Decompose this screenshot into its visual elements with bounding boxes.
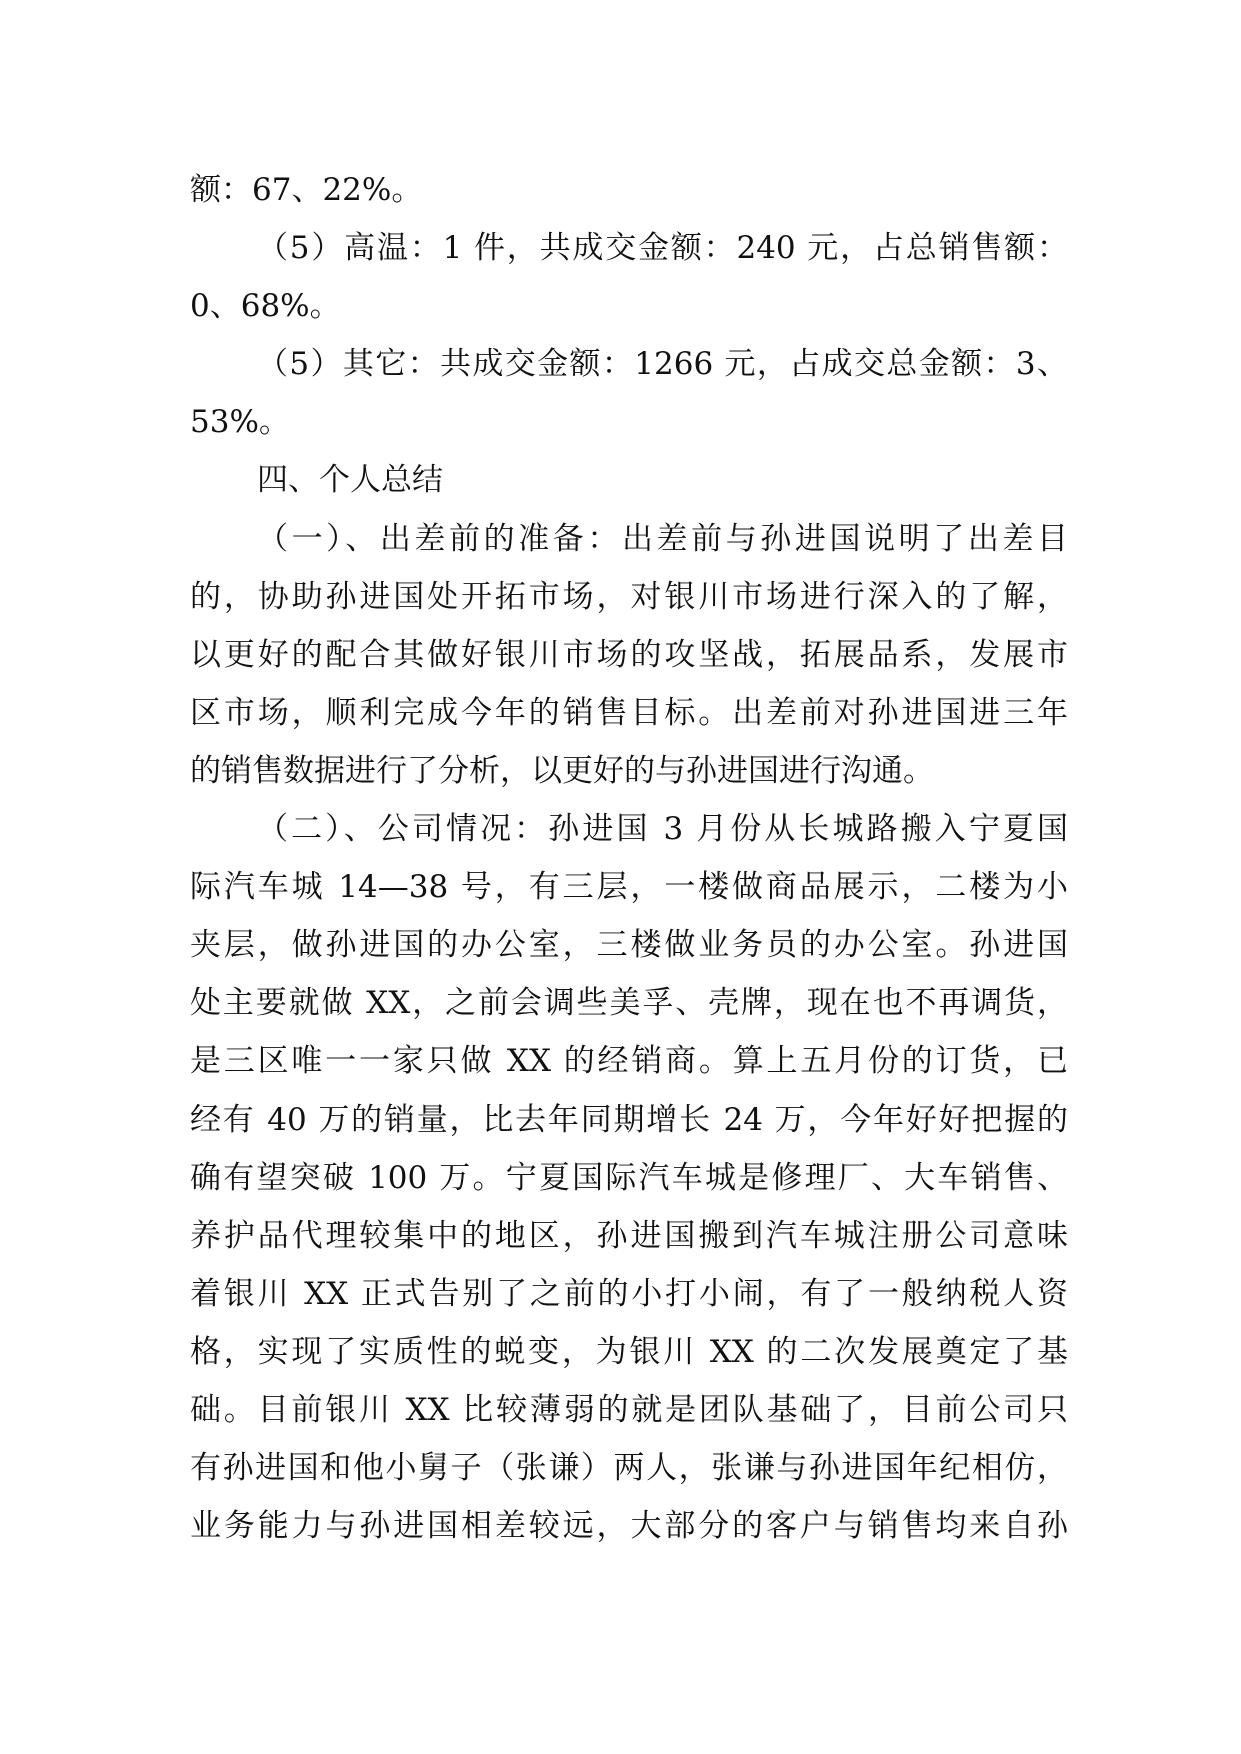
text-line: （5）其它：共成交金额：1266 元，占成交总金额：3、	[257, 346, 1068, 383]
section-heading: 四、个人总结	[257, 462, 443, 499]
document-page	[190, 161, 1068, 1555]
text-line: 业务能力与孙进国相差较远，大部分的客户与销售均来自孙	[190, 1508, 1068, 1545]
text-line: （一）、出差前的准备：出差前与孙进国说明了出差目	[257, 520, 1068, 557]
text-line: 处主要就做 XX，之前会调些美孚、壳牌，现在也不再调货，	[190, 985, 1068, 1022]
text-line: 格，实现了实质性的蜕变，为银川 XX 的二次发展奠定了基	[190, 1333, 1068, 1370]
text-line: 0、68%。	[190, 288, 341, 325]
text-line: 的，协助孙进国处开拓市场，对银川市场进行深入的了解，	[190, 578, 1068, 615]
text-line: 53%。	[190, 404, 290, 441]
text-line: 以更好的配合其做好银川市场的攻坚战，拓展品系，发展市	[190, 636, 1068, 673]
text-line: （5）高温：1 件，共成交金额：240 元，占总销售额：	[257, 230, 1068, 267]
text-line: 际汽车城 14—38 号，有三层，一楼做商品展示，二楼为小	[190, 869, 1068, 906]
text-line: 确有望突破 100 万。宁夏国际汽车城是修理厂、大车销售、	[190, 1159, 1068, 1196]
text-line: 区市场，顺利完成今年的销售目标。出差前对孙进国进三年	[190, 694, 1068, 731]
text-line: 的销售数据进行了分析，以更好的与孙进国进行沟通。	[190, 752, 934, 789]
text-line: 有孙进国和他小舅子（张谦）两人，张谦与孙进国年纪相仿，	[190, 1450, 1068, 1487]
text-line: 额：67、22%。	[190, 172, 423, 208]
text-line: 夹层，做孙进国的办公室，三楼做业务员的办公室。孙进国	[190, 927, 1068, 964]
text-line: 养护品代理较集中的地区，孙进国搬到汽车城注册公司意味	[190, 1217, 1068, 1254]
text-line: 是三区唯一一家只做 XX 的经销商。算上五月份的订货，已	[190, 1043, 1068, 1080]
text-line: 着银川 XX 正式告别了之前的小打小闹，有了一般纳税人资	[190, 1275, 1068, 1312]
text-line: 经有 40 万的销量，比去年同期增长 24 万，今年好好把握的	[190, 1101, 1068, 1138]
text-line: 础。目前银川 XX 比较薄弱的就是团队基础了，目前公司只	[190, 1391, 1068, 1428]
text-line: （二）、公司情况：孙进国 3 月份从长城路搬入宁夏国	[257, 811, 1068, 848]
